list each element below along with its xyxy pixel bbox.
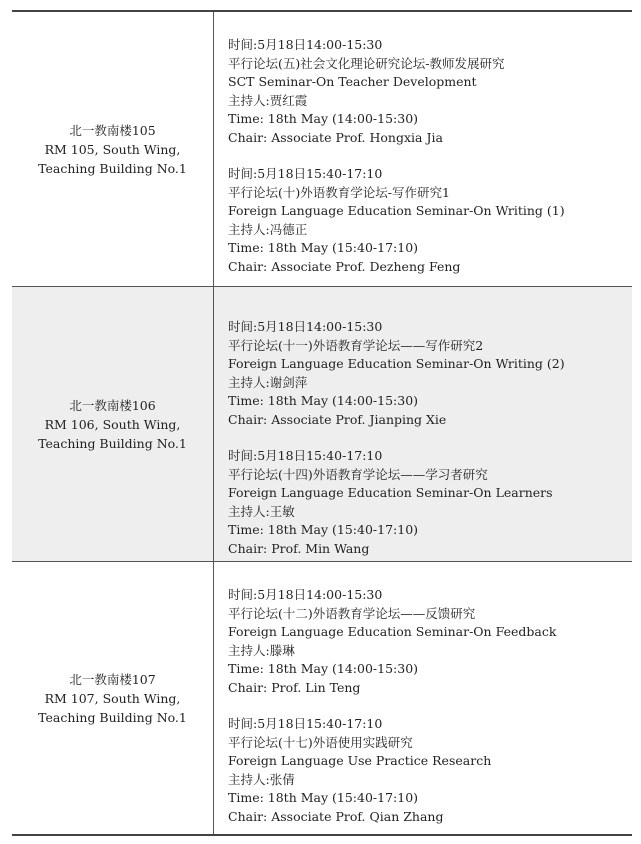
session-chair-cn: 主持人:冯德正	[228, 221, 308, 237]
session-block	[228, 447, 632, 558]
session-time-cn: 时间:5月18日14:00-15:30	[228, 37, 383, 52]
session-chair-cn: 主持人:谢剑萍	[228, 374, 308, 390]
session-time-cn: 时间:5月18日15:40-17:10	[228, 166, 383, 181]
session-title-cn: 平行论坛(十二)外语教育学论坛——反馈研究	[228, 605, 476, 621]
room-name-cn: 北一教南楼106	[69, 397, 156, 413]
session-block	[228, 36, 632, 147]
session-time-en: Time: 18th May (14:00-15:30)	[228, 393, 419, 408]
session-time-en: Time: 18th May (15:40-17:10)	[228, 790, 419, 805]
session-time-cn: 时间:5月18日15:40-17:10	[228, 448, 383, 463]
session-block	[228, 165, 632, 276]
schedule-table	[12, 10, 632, 836]
session-time-en: Time: 18th May (14:00-15:30)	[228, 111, 419, 126]
session-time-en: Time: 18th May (15:40-17:10)	[228, 240, 419, 255]
room-cell	[12, 12, 214, 286]
session-block	[228, 318, 632, 429]
session-block	[228, 586, 632, 697]
session-chair-en: Chair: Associate Prof. Dezheng Feng	[228, 258, 461, 274]
session-title-en: Foreign Language Education Seminar-On Learners	[228, 485, 553, 500]
building-name-en: Teaching Building No.1	[38, 160, 187, 176]
building-name-en: Teaching Building No.1	[38, 435, 187, 451]
session-time-en: Time: 18th May (15:40-17:10)	[228, 522, 419, 537]
session-chair-en: Chair: Prof. Min Wang	[228, 540, 370, 556]
room-name-cn: 北一教南楼105	[69, 122, 156, 138]
session-block	[228, 715, 632, 826]
room-name-en: RM 106, South Wing,	[44, 416, 181, 432]
table-row	[12, 286, 632, 561]
table-row	[12, 12, 632, 286]
session-chair-cn: 主持人:贾红霞	[228, 92, 308, 108]
table-row	[12, 561, 632, 834]
session-time-en: Time: 18th May (14:00-15:30)	[228, 661, 419, 676]
session-chair-cn: 主持人:王敏	[228, 503, 295, 519]
room-cell	[12, 287, 214, 561]
session-title-en: Foreign Language Education Seminar-On Writing (2)	[228, 356, 565, 371]
session-title-en: SCT Seminar-On Teacher Development	[228, 74, 477, 89]
session-chair-en: Chair: Prof. Lin Teng	[228, 679, 361, 695]
building-name-en: Teaching Building No.1	[38, 709, 187, 725]
session-title-cn: 平行论坛(十一)外语教育学论坛——写作研究2	[228, 337, 484, 353]
session-title-en: Foreign Language Education Seminar-On Writing (1)	[228, 203, 565, 218]
session-chair-cn: 主持人:张倩	[228, 771, 295, 787]
sessions-cell	[214, 562, 632, 834]
room-name-en: RM 107, South Wing,	[44, 690, 181, 706]
session-title-cn: 平行论坛(十七)外语使用实践研究	[228, 734, 413, 750]
session-title-cn: 平行论坛(五)社会文化理论研究论坛-教师发展研究	[228, 55, 505, 71]
session-chair-en: Chair: Associate Prof. Hongxia Jia	[228, 129, 443, 145]
session-title-en: Foreign Language Education Seminar-On Feedback	[228, 624, 557, 639]
session-title-cn: 平行论坛(十)外语教育学论坛-写作研究1	[228, 184, 450, 200]
room-name-cn: 北一教南楼107	[69, 671, 156, 687]
session-title-en: Foreign Language Use Practice Research	[228, 753, 492, 768]
room-cell	[12, 562, 214, 834]
session-chair-cn: 主持人:滕琳	[228, 642, 295, 658]
session-chair-en: Chair: Associate Prof. Jianping Xie	[228, 411, 447, 427]
session-time-cn: 时间:5月18日14:00-15:30	[228, 319, 383, 334]
session-title-cn: 平行论坛(十四)外语教育学论坛——学习者研究	[228, 466, 488, 482]
sessions-cell	[214, 287, 632, 561]
session-chair-en: Chair: Associate Prof. Qian Zhang	[228, 808, 444, 824]
sessions-cell	[214, 12, 632, 286]
room-name-en: RM 105, South Wing,	[44, 141, 181, 157]
session-time-cn: 时间:5月18日15:40-17:10	[228, 716, 383, 731]
session-time-cn: 时间:5月18日14:00-15:30	[228, 587, 383, 602]
